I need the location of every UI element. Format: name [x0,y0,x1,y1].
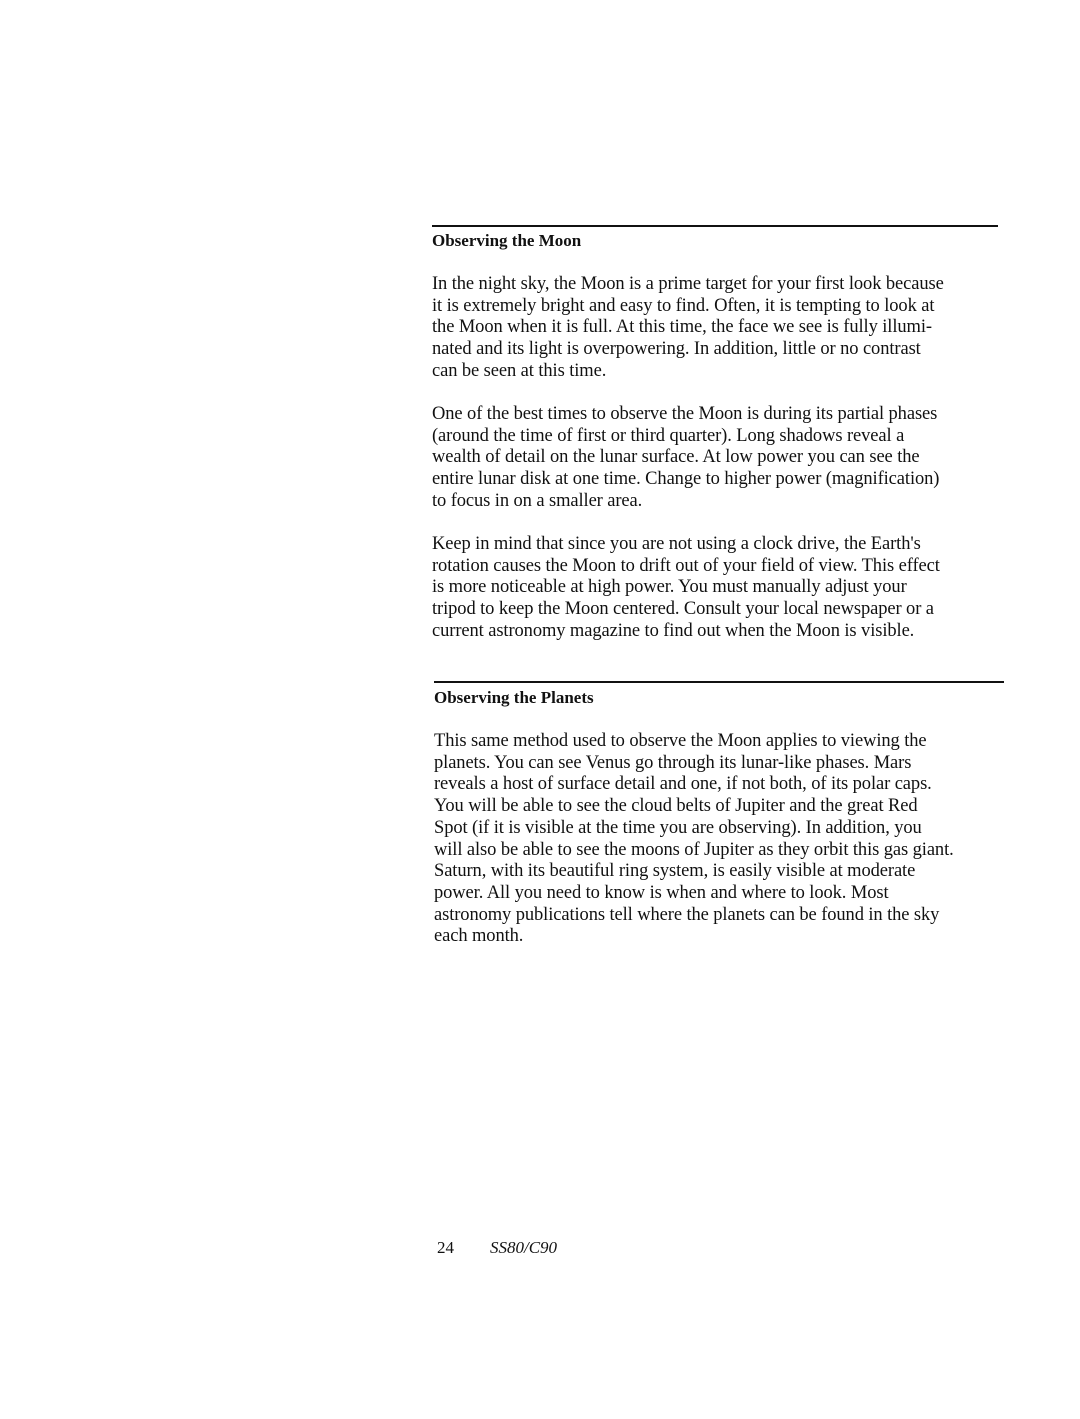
text-line: Keep in mind that since you are not using a clock drive, the Earth's [432,534,921,554]
text-line: can be seen at this time. [432,360,607,381]
text-line: reveals a host of surface detail and one, if not both, of its polar caps. [434,774,932,795]
text-line: power. All you need to know is when and where to look. Most [434,882,889,903]
text-line: One of the best times to observe the Moon is during its partial phases [432,404,938,424]
page-number: 24 [437,1238,454,1257]
text-line: each month. [434,926,524,947]
text-line: rotation causes the Moon to drift out of your field of view. This effect [432,555,940,576]
paragraph [434,731,954,948]
text-line: astronomy publications tell where the planets can be found in the sky [434,904,940,925]
text-line: to focus in on a smaller area. [432,490,643,511]
text-line: the Moon when it is full. At this time, the face we see is fully illumi- [432,317,932,338]
paragraph [432,274,944,383]
text-line: wealth of detail on the lunar surface. At low power you can see the [432,447,920,468]
section-rule-planets [434,681,1004,683]
text-line: is more noticeable at high power. You must manually adjust your [432,577,907,598]
model-name: SS80/C90 [490,1238,558,1257]
text-line: In the night sky, the Moon is a prime target for your first look because [432,274,944,294]
text-line: nated and its light is overpowering. In addition, little or no contrast [432,339,921,360]
heading-observing-moon: Observing the Moon [432,231,582,250]
section-rule-moon [432,225,998,227]
text-line: current astronomy magazine to find out when the Moon is visible. [432,620,915,641]
text-line: planets. You can see Venus go through its lunar-like phases. Mars [434,752,912,773]
paragraph [432,404,939,513]
paragraph [432,534,940,643]
text-line: Saturn, with its beautiful ring system, is easily visible at moderate [434,861,916,882]
text-line: This same method used to observe the Moon applies to viewing the [434,731,927,751]
text-line: Spot (if it is visible at the time you are observing). In addition, you [434,817,922,838]
text-line: tripod to keep the Moon centered. Consult your local newspaper or a [432,599,934,620]
heading-observing-planets: Observing the Planets [434,688,594,707]
text-line: entire lunar disk at one time. Change to higher power (magnification) [432,469,940,490]
text-line: (around the time of first or third quarter). Long shadows reveal a [432,425,905,446]
text-line: You will be able to see the cloud belts of Jupiter and the great Red [434,796,918,817]
text-line: it is extremely bright and easy to find. Often, it is tempting to look at [432,295,935,316]
text-line: will also be able to see the moons of Jupiter as they orbit this gas giant. [434,839,954,860]
